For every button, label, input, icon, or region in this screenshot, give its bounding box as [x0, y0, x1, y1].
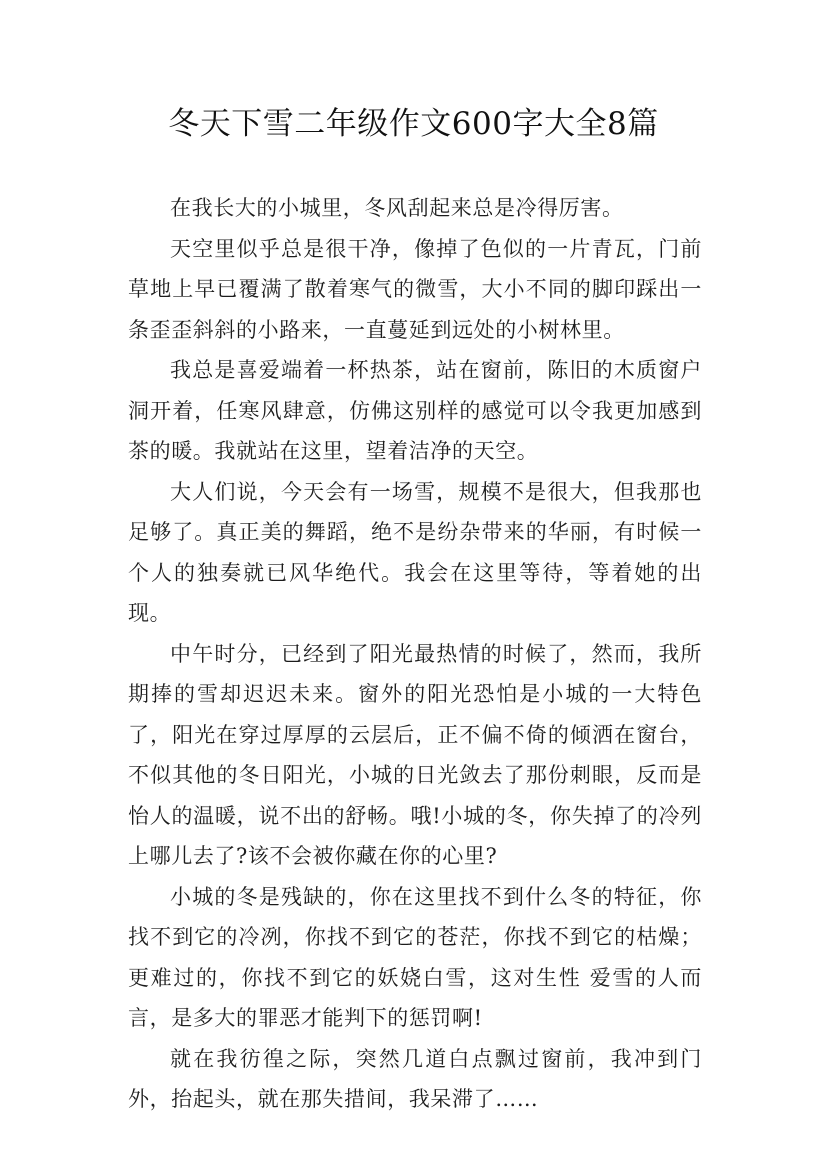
essay-body — [128, 188, 702, 1120]
paragraph: 在我长大的小城里，冬风刮起来总是冷得厉害。 — [170, 196, 624, 220]
paragraph: 中午时分，已经到了阳光最热情的时候了，然而，我所期捧的雪却迟迟未来。窗外的阳光恐怕是小城的一大特色了，阳光在穿过厚厚的云层后，正不偏不倚的倾洒在窗台，不似其他的冬日阳光，小城的日光敛去了那份刺眼，反而是怡人的温暖，说不出的舒畅。哦!小城的冬，你失掉了的冷列上哪儿去了?该不会被你藏在你的心里? — [128, 641, 702, 868]
paragraph: 小城的冬是残缺的，你在这里找不到什么冬的特征，你找不到它的冷冽，你找不到它的苍茫，你找不到它的枯燥；更难过的，你找不到它的妖娆白雪，这对生性 爱雪的人而言，是多大的罪恶才能判下的惩罚啊! — [128, 884, 702, 1030]
paragraph: 天空里似乎总是很干净，像掉了色似的一片青瓦，门前草地上早已覆满了散着寒气的微雪，大小不同的脚印踩出一条歪歪斜斜的小路来，一直蔓延到远处的小树林里。 — [128, 236, 702, 342]
paragraph: 就在我彷徨之际，突然几道白点飘过窗前，我冲到门外，抬起头，就在那失措间，我呆滞了…… — [128, 1046, 702, 1111]
document-title: 冬天下雪二年级作文600字大全8篇 — [168, 106, 659, 142]
paragraph: 大人们说，今天会有一场雪，规模不是很大，但我那也足够了。真正美的舞蹈，绝不是纷杂带来的华丽，有时候一个人的独奏就已风华绝代。我会在这里等待，等着她的出现。 — [128, 479, 702, 625]
paragraph: 我总是喜爱端着一杯热茶，站在窗前，陈旧的木质窗户洞开着，任寒风肆意，仿佛这别样的感觉可以令我更加感到茶的暖。我就站在这里，望着洁净的天空。 — [128, 358, 702, 463]
